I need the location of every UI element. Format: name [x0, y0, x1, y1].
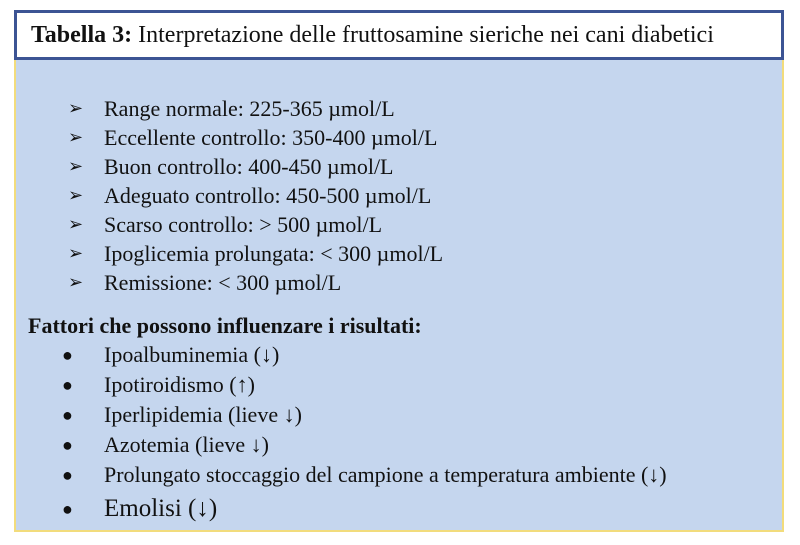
factor-item-text: Iperlipidemia (lieve ↓) — [104, 402, 302, 427]
range-item — [68, 123, 443, 152]
arrowhead-bullet-icon: ➢ — [68, 127, 84, 147]
range-item-text: Ipoglicemia prolungata: < 300 µmol/L — [104, 241, 444, 266]
factor-item — [62, 430, 667, 460]
range-item-text: Remissione: < 300 µmol/L — [104, 270, 342, 295]
range-item — [68, 94, 443, 123]
arrowhead-bullet-icon: ➢ — [68, 214, 84, 234]
arrowhead-bullet-icon: ➢ — [68, 243, 84, 263]
factor-item-text: Ipoalbuminemia (↓) — [104, 342, 280, 367]
range-item-text: Eccellente controllo: 350-400 µmol/L — [104, 125, 438, 150]
range-item — [68, 239, 443, 268]
dot-bullet-icon: ● — [62, 435, 73, 455]
factor-item — [62, 370, 667, 400]
table-title-text: Interpretazione delle fruttosamine sieriche nei cani diabetici — [132, 22, 714, 48]
factor-item-text: Emolisi (↓) — [104, 495, 218, 522]
dot-bullet-icon: ● — [62, 465, 73, 485]
dot-bullet-icon: ● — [62, 405, 73, 425]
range-item — [68, 152, 443, 181]
dot-bullet-icon: ● — [62, 345, 73, 365]
range-item — [68, 181, 443, 210]
table-title-label: Tabella 3: — [31, 22, 133, 48]
range-item-text: Range normale: 225-365 µmol/L — [104, 96, 395, 121]
factors-heading: Fattori che possono influenzare i risultati: — [28, 313, 422, 338]
fructosamine-range-list — [68, 94, 443, 297]
factor-item-text: Prolungato stoccaggio del campione a temperatura ambiente (↓) — [104, 462, 667, 487]
influencing-factors-list — [62, 340, 667, 526]
dot-bullet-icon: ● — [62, 375, 73, 395]
range-item — [68, 210, 443, 239]
factor-item — [62, 340, 667, 370]
dot-bullet-icon: ● — [62, 499, 73, 519]
factor-item — [62, 460, 667, 490]
factor-item-text: Azotemia (lieve ↓) — [104, 432, 269, 457]
arrowhead-bullet-icon: ➢ — [68, 185, 84, 205]
factor-item — [62, 400, 667, 430]
factor-item — [62, 492, 667, 526]
table-title — [14, 10, 784, 60]
range-item-text: Buon controllo: 400-450 µmol/L — [104, 154, 394, 179]
range-item — [68, 268, 443, 297]
factor-item-text: Ipotiroidismo (↑) — [104, 372, 255, 397]
range-item-text: Scarso controllo: > 500 µmol/L — [104, 212, 383, 237]
range-item-text: Adeguato controllo: 450-500 µmol/L — [104, 183, 432, 208]
arrowhead-bullet-icon: ➢ — [68, 156, 84, 176]
arrowhead-bullet-icon: ➢ — [68, 272, 84, 292]
arrowhead-bullet-icon: ➢ — [68, 98, 84, 118]
